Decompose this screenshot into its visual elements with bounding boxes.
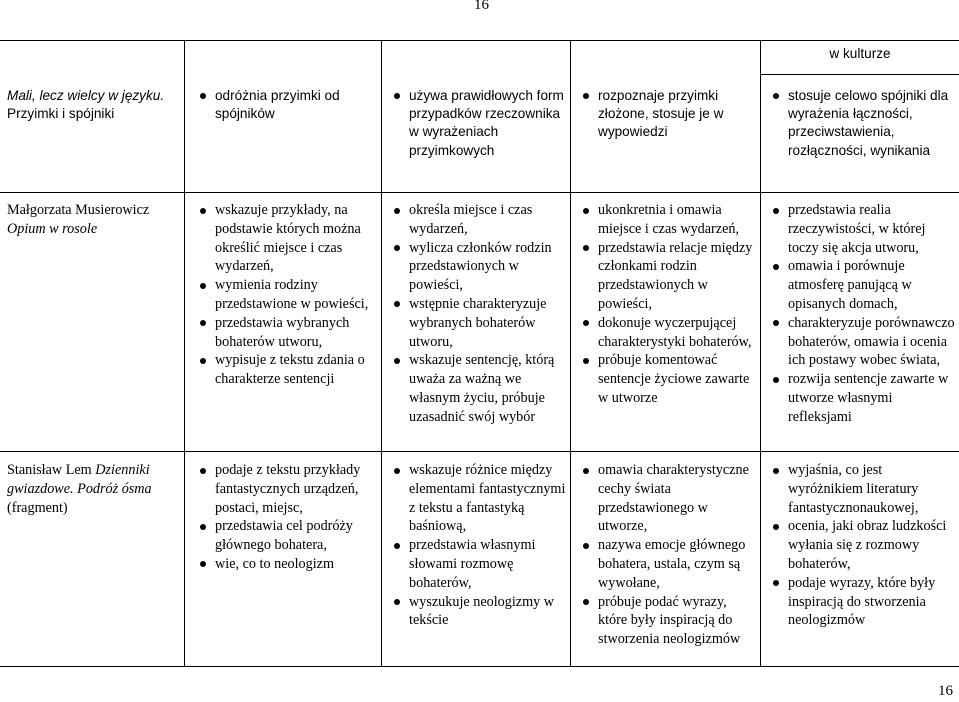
work-title: Opium w rosole — [7, 220, 98, 237]
list-item: wylicza członków rodzin przedstawionych w powieści, — [392, 239, 570, 295]
list-item: przedstawia cel podróży głównego bohatera, — [198, 517, 379, 555]
column-divider — [570, 41, 571, 666]
list-item: dokonuje wyczerpującej charakterystyki bohaterów, — [581, 314, 759, 352]
list-item: wypisuje z tekstu zdania o charakterze sentencji — [198, 351, 379, 389]
list-item: przedstawia własnymi słowami rozmowę bohaterów, — [392, 536, 570, 592]
row1-col2 — [392, 87, 568, 160]
list-item: wskazuje różnice między elementami fantastycznymi z tekstu a fantastyką baśniową, — [392, 461, 570, 536]
list-item: omawia charakterystyczne cechy świata przedstawionego w utworze, — [581, 461, 759, 536]
row3-col2 — [392, 461, 570, 630]
row1-col1 — [198, 87, 378, 123]
column-divider — [381, 41, 382, 666]
row2-col4 — [771, 201, 957, 427]
list-item: omawia i porównuje atmosferę panującą w opisanych domach, — [771, 257, 957, 313]
list-item: rozwija sentencje zawarte w utworze własnymi refleksjami — [771, 370, 957, 426]
row2-col1 — [198, 201, 379, 389]
list-item: stosuje celowo spójniki dla wyrażenia łączności, przeciwstawienia, rozłączności, wynikania — [771, 87, 959, 160]
row-divider — [760, 74, 959, 75]
list-item: wyszukuje neologizmy w tekście — [392, 593, 570, 631]
list-item: przedstawia realia rzeczywistości, w której toczy się akcja utworu, — [771, 201, 957, 257]
row3-col3 — [581, 461, 759, 649]
row-divider — [0, 451, 959, 452]
list-item: próbuje podać wyrazy, które były inspiracją do stworzenia neologizmów — [581, 593, 759, 649]
row2-title — [7, 201, 183, 239]
list-item: określa miejsce i czas wydarzeń, — [392, 201, 570, 239]
fragment-note: (fragment) — [7, 499, 68, 516]
header-cell: w kulturze — [829, 46, 891, 61]
column-divider — [760, 41, 761, 666]
row3-title — [7, 461, 183, 517]
page-number-bottom: 16 — [938, 683, 953, 699]
row1-title-line2: Przyimki i spójniki — [7, 106, 115, 122]
list-item: przedstawia relacje między członkami rodzin przedstawionych w powieści, — [581, 239, 759, 314]
list-item: wyjaśnia, co jest wyróżnikiem literatury fantastycznonaukowej, — [771, 461, 957, 517]
list-item: ocenia, jaki obraz ludzkości wyłania się z rozmowy bohaterów, — [771, 517, 957, 573]
author: Małgorzata Musierowicz — [7, 202, 150, 218]
list-item: wskazuje sentencję, którą uważa za ważną we własnym życiu, próbuje uzasadnić swój wybór — [392, 351, 570, 426]
list-item: rozpoznaje przyimki złożone, stosuje je w wypowiedzi — [581, 87, 757, 142]
curriculum-table — [0, 40, 959, 667]
column-divider — [184, 41, 185, 666]
row1-col4 — [771, 87, 959, 160]
list-item: próbuje komentować sentencje życiowe zawarte w utworze — [581, 351, 759, 407]
list-item: ukonkretnia i omawia miejsce i czas wydarzeń, — [581, 201, 759, 239]
author: Stanisław Lem — [7, 462, 92, 478]
row2-col3 — [581, 201, 759, 408]
list-item: nazywa emocje głównego bohatera, ustala, czym są wywołane, — [581, 536, 759, 592]
work-title: Dzienniki gwiazdowe. Podróż ósma — [7, 462, 152, 497]
row3-col4 — [771, 461, 957, 630]
list-item: podaje wyrazy, które były inspiracją do stworzenia neologizmów — [771, 574, 957, 630]
list-item: używa prawidłowych form przypadków rzeczownika w wyrażeniach przyimkowych — [392, 87, 568, 160]
list-item: charakteryzuje porównawczo bohaterów, omawia i ocenia ich postawy wobec świata, — [771, 314, 957, 370]
row1-title — [7, 87, 183, 123]
row3-col1 — [198, 461, 379, 574]
list-item: wymienia rodziny przedstawione w powieści, — [198, 276, 379, 314]
page-number-top: 16 — [474, 0, 489, 13]
author-work — [7, 461, 183, 499]
list-item: odróżnia przyimki od spójników — [198, 87, 378, 123]
list-item: przedstawia wybranych bohaterów utworu, — [198, 314, 379, 352]
list-item: wstępnie charakteryzuje wybranych bohaterów utworu, — [392, 295, 570, 351]
row1-title-line1: Mali, lecz wielcy w języku. — [7, 88, 165, 103]
list-item: wskazuje przykłady, na podstawie których można określić miejsce i czas wydarzeń, — [198, 201, 379, 276]
row2-col2 — [392, 201, 570, 427]
row1-col3 — [581, 87, 757, 142]
row-divider — [0, 192, 959, 193]
list-item: wie, co to neologizm — [198, 555, 379, 574]
list-item: podaje z tekstu przykłady fantastycznych urządzeń, postaci, miejsc, — [198, 461, 379, 517]
